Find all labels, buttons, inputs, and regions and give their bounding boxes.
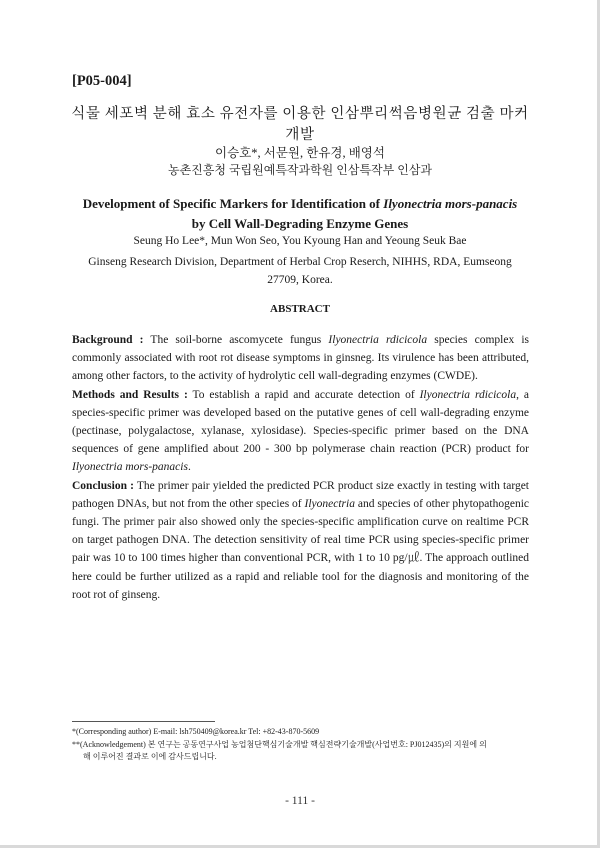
acknowledgement-line2: 해 이루어진 결과로 이에 감사드립니다. [83,752,217,761]
methods-text-1: To establish a rapid and accurate detection of [187,388,420,401]
conclusion-label: Conclusion : [72,479,134,492]
methods-text-2: , a species-specific primer was developed based on the putative genes of cell wall‑degrading enzyme (pectinase, polygalactose, xylanase, xylosidase). Species-specific primer based on the DNA sequences of gene amplified about 200 - 300 bp polymerase chain reaction (PCR) product for [72,388,529,456]
footnote-corresponding-author: *(Corresponding author) E-mail: lsh750409@korea.kr Tel: +82-43-870-5609 [72,727,320,736]
methods-paragraph [72,386,529,477]
english-title-prefix: Development of Specific Markers for Identification of [82,196,384,211]
background-species: Ilyonectria rdicicola [328,334,428,346]
methods-species-2: Ilyonectria mors-panacis [72,461,188,474]
footnote-rule [72,721,215,722]
affiliation-line2: 27709, Korea. [267,274,333,286]
conclusion-paragraph [72,477,529,604]
conclusion-text-1: The primer pair yielded the predicted PCR product size exactly in testing with target pathogen DNAs, but not from the other species of [72,479,529,510]
footnote-acknowledgement [72,739,542,763]
background-paragraph [72,331,529,386]
conclusion-text-2: and species of other phytopathogenic fungi. The primer pair also showed only the species-specific amplification curve on realtime PCR on target pathogen DNA. The detection sensitivity of real time PCR using species-specific primer pair was 10 to 100 times higher than conventional PCR, with 1 to 10 pg/㎕. The approach outlined here could be further utilized as a rapid and reliable tool for the diagnosis and monitoring of the root rot of ginseng. [72,497,530,601]
korean-title-line1: 식물 세포벽 분해 효소 유전자를 이용한 인삼뿌리썩음병원균 검출 마커 [71,106,529,122]
background-label: Background : [72,334,144,346]
abstract-heading: ABSTRACT [270,303,330,315]
english-title-line2: by Cell Wall-Degrading Enzyme Genes [191,216,409,231]
background-text-1: The soil-borne ascomycete fungus [143,334,329,346]
english-title-species: Ilyonectria mors-panacis [383,196,518,211]
page-number: - 111 - [285,795,315,807]
poster-code: [P05-004] [72,73,132,89]
conclusion-genus: Ilyonectria [304,497,355,510]
acknowledgement-line1: **(Acknowledgement) 본 연구는 공동연구사업 농업첨단핵심기술개발 핵심전략기술개발(사업번호: PJ012435)의 지원에 의 [72,740,487,749]
korean-authors: 이승호*, 서문원, 한유경, 배영석 [215,146,385,160]
background-text-2: species complex is commonly associated with root rot disease symptoms in ginsneg. Its virulence has been attributed, among other factors, to the activity of hydrolytic cell wall-degrading enzymes (CWDE). [72,334,529,383]
korean-institution: 농촌진흥청 국립원예특작과학원 인삼특작부 인삼과 [167,163,433,177]
english-title-line1 [40,196,560,212]
abstract-body [72,331,529,604]
affiliation-line1: Ginseng Research Division, Department of Herbal Crop Reserch, NIHHS, RDA, Eumseong [88,256,512,268]
methods-species-1: Ilyonectria rdicicola [419,388,517,401]
methods-label: Methods and Results : [72,388,188,401]
methods-text-3: . [187,461,191,474]
english-authors: Seung Ho Lee*, Mun Won Seo, You Kyoung Han and Yeoung Seuk Bae [133,235,467,247]
korean-title-line2: 개발 [285,127,315,143]
english-affiliation [40,253,560,289]
